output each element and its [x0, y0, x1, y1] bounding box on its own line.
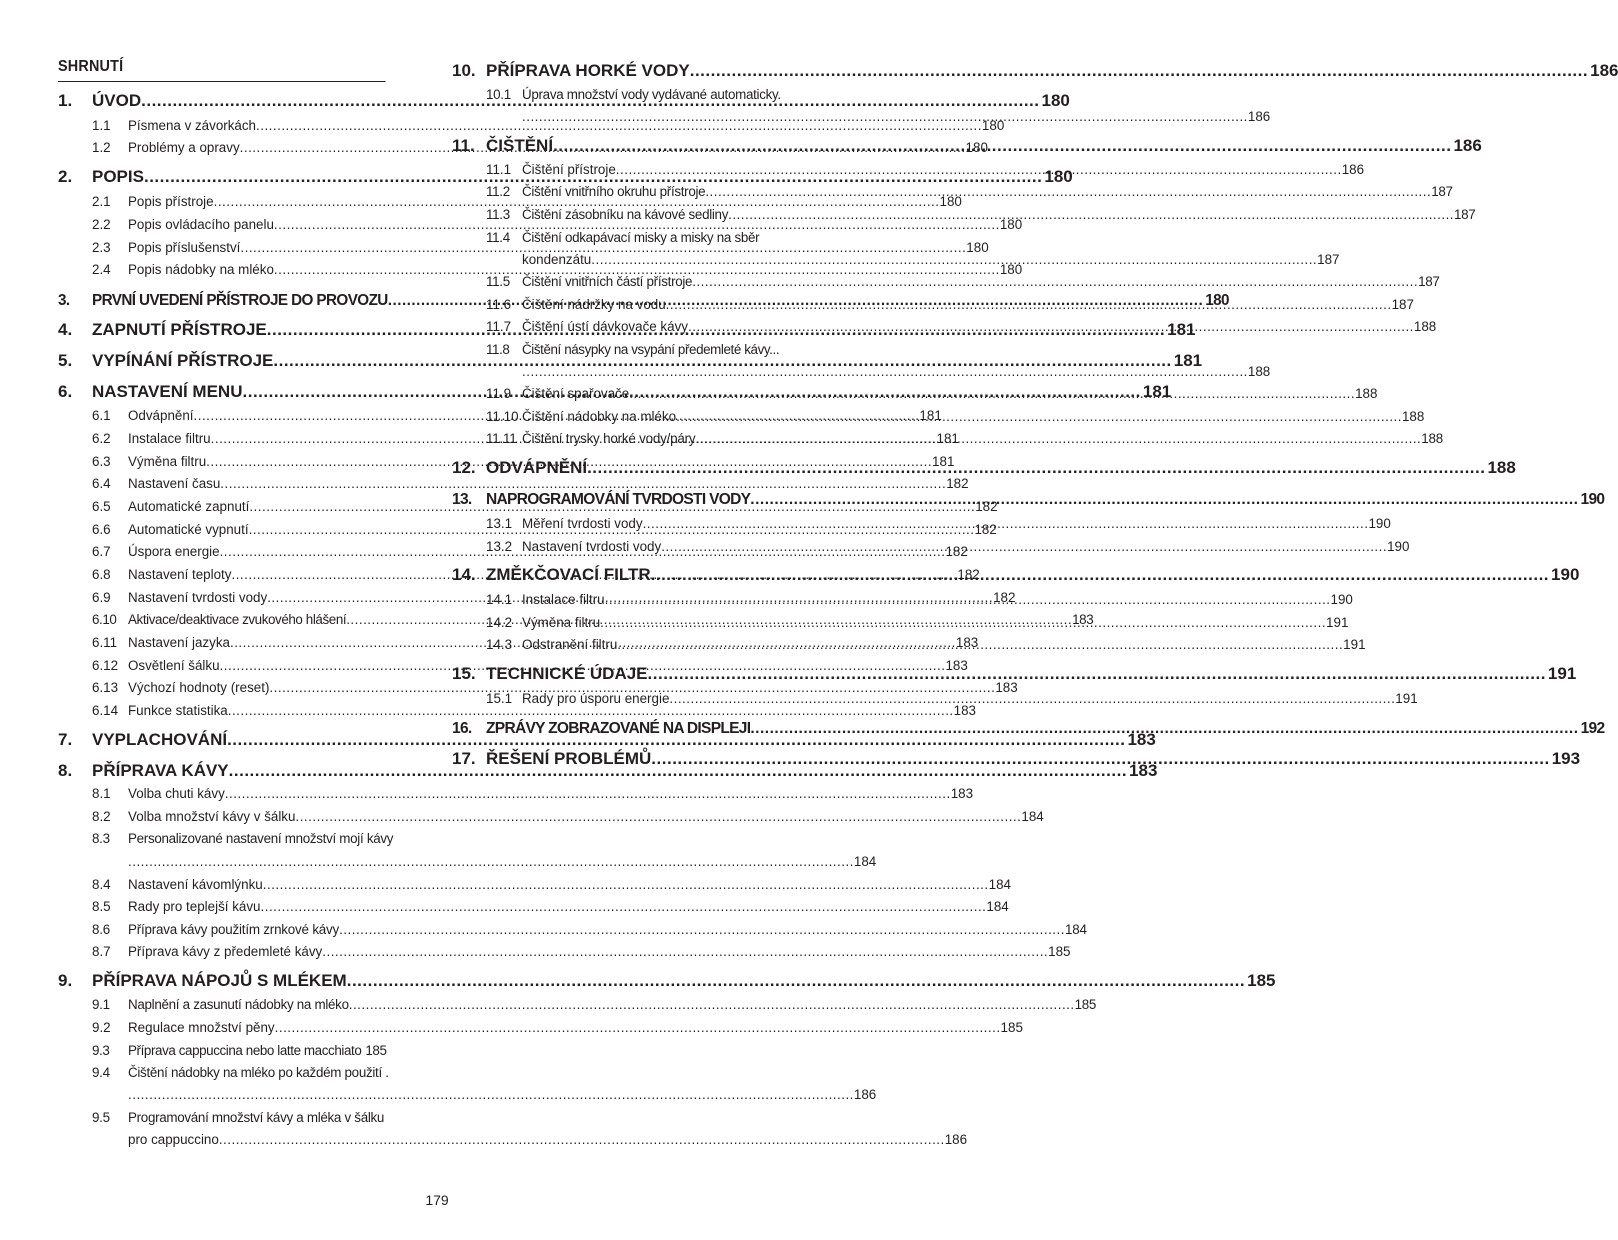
toc-section-11-8-continuation[interactable]: ..... 188 [452, 359, 784, 379]
toc-section-14-2[interactable]: 14.2 Výměna filtru ..... 191 [452, 610, 784, 630]
toc-section-11-9[interactable]: 11.9 Čištění spařovače ..... 188 [452, 381, 784, 401]
toc-section-9-4-continuation[interactable]: ..... 186 [58, 1082, 422, 1102]
toc-section-14-1[interactable]: 14.1 Instalace filtru ..... 190 [452, 587, 784, 607]
toc-section-11-4[interactable]: 11.4 Čištění odkapávací misky a misky na sběr [486, 230, 760, 245]
dot-leader [128, 1087, 854, 1102]
toc-section-6-14[interactable]: 6.14 Funkce statistika ..... 183 [58, 698, 422, 718]
summary-heading: SHRNUTÍ [58, 58, 386, 82]
dot-leader [705, 184, 1431, 199]
dot-leader [651, 565, 1549, 585]
dot-leader [263, 877, 989, 892]
toc-section-11-7[interactable]: 11.7 Čištění ústí dávkovače kávy ..... 188 [452, 314, 784, 334]
toc-section-6-7[interactable]: 6.7 Úspora energie ..... 182 [58, 539, 422, 559]
dot-leader [347, 971, 1245, 991]
toc-section-1-1[interactable]: 1.1 Písmena v závorkách ..... 180 [58, 113, 422, 133]
toc-section-8-7[interactable]: 8.7 Příprava kávy z předemleté kávy ..... 185 [58, 939, 422, 959]
toc-chapter-8[interactable]: 8. PŘÍPRAVA KÁVY ..... 183 [58, 757, 422, 781]
toc-section-9-5[interactable]: 9.5 Programování množství kávy a mléka v šálku [92, 1110, 385, 1125]
toc-section-6-10[interactable]: 6.10 Aktivace/deaktivace zvukového hlášení ..... 183 [58, 607, 422, 627]
toc-section-11-4-continuation[interactable]: kondenzátu ..... 187 [452, 247, 784, 267]
toc-section-11-2[interactable]: 11.2 Čištění vnitřního okruhu přístroje ..... 187 [452, 179, 784, 199]
toc-section-6-1[interactable]: 6.1 Odvápnění ..... 181 [58, 403, 422, 423]
toc-chapter-1[interactable]: 1. ÚVOD ..... 180 [58, 87, 422, 111]
toc-section-11-5[interactable]: 11.5 Čištění vnitřních částí přístroje ..... 187 [452, 269, 784, 289]
dot-leader [339, 922, 1065, 937]
dot-leader [128, 854, 854, 869]
toc-section-11-8[interactable]: 11.8 Čištění násypky na vsypání předemleté kávy... [486, 342, 780, 357]
toc-section-6-13[interactable]: 6.13 Výchozí hodnoty (reset) ..... 183 [58, 675, 422, 695]
toc-chapter-9[interactable]: 9. PŘÍPRAVA NÁPOJŮ S MLÉKEM ..... 185 [58, 967, 422, 991]
toc-section-6-12[interactable]: 6.12 Osvětlení šálku ..... 183 [58, 653, 422, 673]
dot-leader [522, 109, 1248, 124]
toc-section-13-2[interactable]: 13.2 Nastavení tvrdosti vody ..... 190 [452, 534, 784, 554]
toc-section-8-6[interactable]: 8.6 Příprava kávy použitím zrnkové kávy ..... 184 [58, 917, 422, 937]
toc-chapter-5[interactable]: 5. VYPÍNÁNÍ PŘÍSTROJE ..... 181 [58, 347, 422, 371]
dot-leader [295, 809, 1021, 824]
toc-section-6-2[interactable]: 6.2 Instalace filtru ..... 181 [58, 426, 422, 446]
toc-chapter-10[interactable]: 10. PŘÍPRAVA HORKÉ VODY ..... 186 [452, 57, 784, 81]
toc-chapter-12[interactable]: 12. ODVÁPNĚNÍ ..... 188 [452, 454, 784, 478]
toc-section-2-1[interactable]: 2.1 Popis přístroje ..... 180 [58, 189, 422, 209]
toc-chapter-13[interactable]: 13. NAPROGRAMOVÁNÍ TVRDOSTI VODY ..... 190 [452, 485, 784, 509]
toc-section-15-1[interactable]: 15.1 Rady pro úsporu energie ..... 191 [452, 686, 784, 706]
toc-section-6-8[interactable]: 6.8 Nastavení teploty ..... 182 [58, 562, 422, 582]
toc-section-9-1[interactable]: 9.1 Naplnění a zasunutí nádobky na mléko ..... 185 [58, 992, 422, 1012]
toc-section-8-3-continuation[interactable]: ..... 184 [58, 849, 422, 869]
dot-leader [616, 162, 1342, 177]
dot-leader [676, 409, 1402, 424]
toc-section-6-4[interactable]: 6.4 Nastavení času ..... 182 [58, 471, 422, 491]
toc-section-8-3[interactable]: 8.3 Personalizované nastavení množství mojí kávy [92, 831, 394, 846]
dot-leader [648, 664, 1546, 684]
toc-section-11-1[interactable]: 11.1 Čištění přístroje ..... 186 [452, 157, 784, 177]
dot-leader [688, 319, 1414, 334]
dot-leader [349, 997, 1075, 1012]
dot-leader [219, 1132, 945, 1147]
toc-section-11-11[interactable]: 11.11 Čištění trysky horké vody/páry ..... 188 [452, 426, 784, 446]
toc-section-10-1[interactable]: 10.1 Úprava množství vody vydávané automaticky. [486, 87, 781, 102]
dot-leader [617, 637, 1343, 652]
dot-leader [587, 458, 1485, 478]
toc-section-6-3[interactable]: 6.3 Výměna filtru ..... 181 [58, 449, 422, 469]
toc-section-6-9[interactable]: 6.9 Nastavení tvrdosti vody ..... 182 [58, 585, 422, 605]
toc-chapter-6[interactable]: 6. NASTAVENÍ MENU ..... 181 [58, 378, 422, 402]
dot-leader [728, 207, 1454, 222]
toc-section-2-2[interactable]: 2.2 Popis ovládacího panelu ..... 180 [58, 212, 422, 232]
dot-leader [322, 944, 1048, 959]
toc-section-8-2[interactable]: 8.2 Volba množství kávy v šálku ..... 184 [58, 804, 422, 824]
page-number: 179 [425, 1192, 449, 1208]
dot-leader [522, 364, 1248, 379]
toc-chapter-11[interactable]: 11. ČIŠTĚNÍ ..... 186 [452, 132, 784, 156]
toc-chapter-3[interactable]: 3. PRVNÍ UVEDENÍ PŘÍSTROJE DO PROVOZU ..... 180 [58, 285, 422, 309]
toc-section-9-4[interactable]: 9.4 Čištění nádobky na mléko po každém použití . [92, 1065, 389, 1080]
dot-leader [553, 136, 1451, 156]
toc-section-11-3[interactable]: 11.3 Čištění zásobníku na kávové sedliny ..... 187 [452, 202, 784, 222]
dot-leader [591, 252, 1317, 267]
dot-leader [600, 615, 1326, 630]
toc-section-2-4[interactable]: 2.4 Popis nádobky na mléko ..... 180 [58, 257, 422, 277]
dot-leader [651, 749, 1549, 769]
dot-leader [669, 691, 1395, 706]
toc-section-14-3[interactable]: 14.3 Odstranění filtru ..... 191 [452, 632, 784, 652]
dot-leader [275, 1020, 1001, 1035]
toc-section-9-2[interactable]: 9.2 Regulace množství pěny ..... 185 [58, 1015, 422, 1035]
toc-section-8-4[interactable]: 8.4 Nastavení kávomlýnku ..... 184 [58, 872, 422, 892]
toc-section-6-5[interactable]: 6.5 Automatické zapnutí ..... 182 [58, 494, 422, 514]
toc-section-2-3[interactable]: 2.3 Popis příslušenství ..... 180 [58, 235, 422, 255]
toc-section-8-1[interactable]: 8.1 Volba chuti kávy ..... 183 [58, 781, 422, 801]
dot-leader [643, 516, 1369, 531]
dot-leader [750, 720, 1578, 738]
dot-leader [661, 539, 1387, 554]
toc-chapter-15[interactable]: 15. TECHNICKÉ ÚDAJE ..... 191 [452, 660, 784, 684]
toc-section-6-11[interactable]: 6.11 Nastavení jazyka ..... 183 [58, 630, 422, 650]
toc-section-1-2[interactable]: 1.2 Problémy a opravy ..... 180 [58, 135, 422, 155]
toc-section-11-6[interactable]: 11.6 Čištění nádržky na vodu ..... 187 [452, 292, 784, 312]
toc-chapter-16[interactable]: 16. ZPRÁVY ZOBRAZOVANÉ NA DISPLEJI ..... 192 [452, 714, 784, 738]
dot-leader [666, 297, 1392, 312]
dot-leader [692, 274, 1418, 289]
toc-section-6-6[interactable]: 6.6 Automatické vypnutí ..... 182 [58, 517, 422, 537]
dot-leader [750, 491, 1578, 509]
dot-leader [605, 592, 1331, 607]
toc-chapter-4[interactable]: 4. ZAPNUTÍ PŘÍSTROJE ..... 181 [58, 316, 422, 340]
dot-leader [629, 386, 1355, 401]
toc-chapter-17[interactable]: 17. ŘEŠENÍ PROBLÉMŮ ..... 193 [452, 745, 784, 769]
toc-section-9-5-continuation[interactable]: pro cappuccino ..... 186 [58, 1127, 422, 1147]
toc-section-10-1-continuation[interactable]: ..... 186 [452, 104, 784, 124]
toc-chapter-2[interactable]: 2. POPIS ..... 180 [58, 163, 422, 187]
dot-leader [695, 431, 1421, 446]
toc-section-8-5[interactable]: 8.5 Rady pro teplejší kávu ..... 184 [58, 894, 422, 914]
dot-leader [261, 899, 987, 914]
toc-section-13-1[interactable]: 13.1 Měření tvrdosti vody ..... 190 [452, 511, 784, 531]
dot-leader [225, 786, 951, 801]
toc-chapter-14[interactable]: 14. ZMĚKČOVACÍ FILTR ..... 190 [452, 561, 784, 585]
toc-section-11-10[interactable]: 11.10 Čištění nádobky na mléko ..... 188 [452, 404, 784, 424]
toc-section-9-3[interactable]: 9.3 Příprava cappuccina nebo latte macchiato 185 [92, 1043, 387, 1058]
toc-chapter-7[interactable]: 7. VYPLACHOVÁNÍ ..... 183 [58, 726, 422, 750]
dot-leader [690, 61, 1588, 81]
